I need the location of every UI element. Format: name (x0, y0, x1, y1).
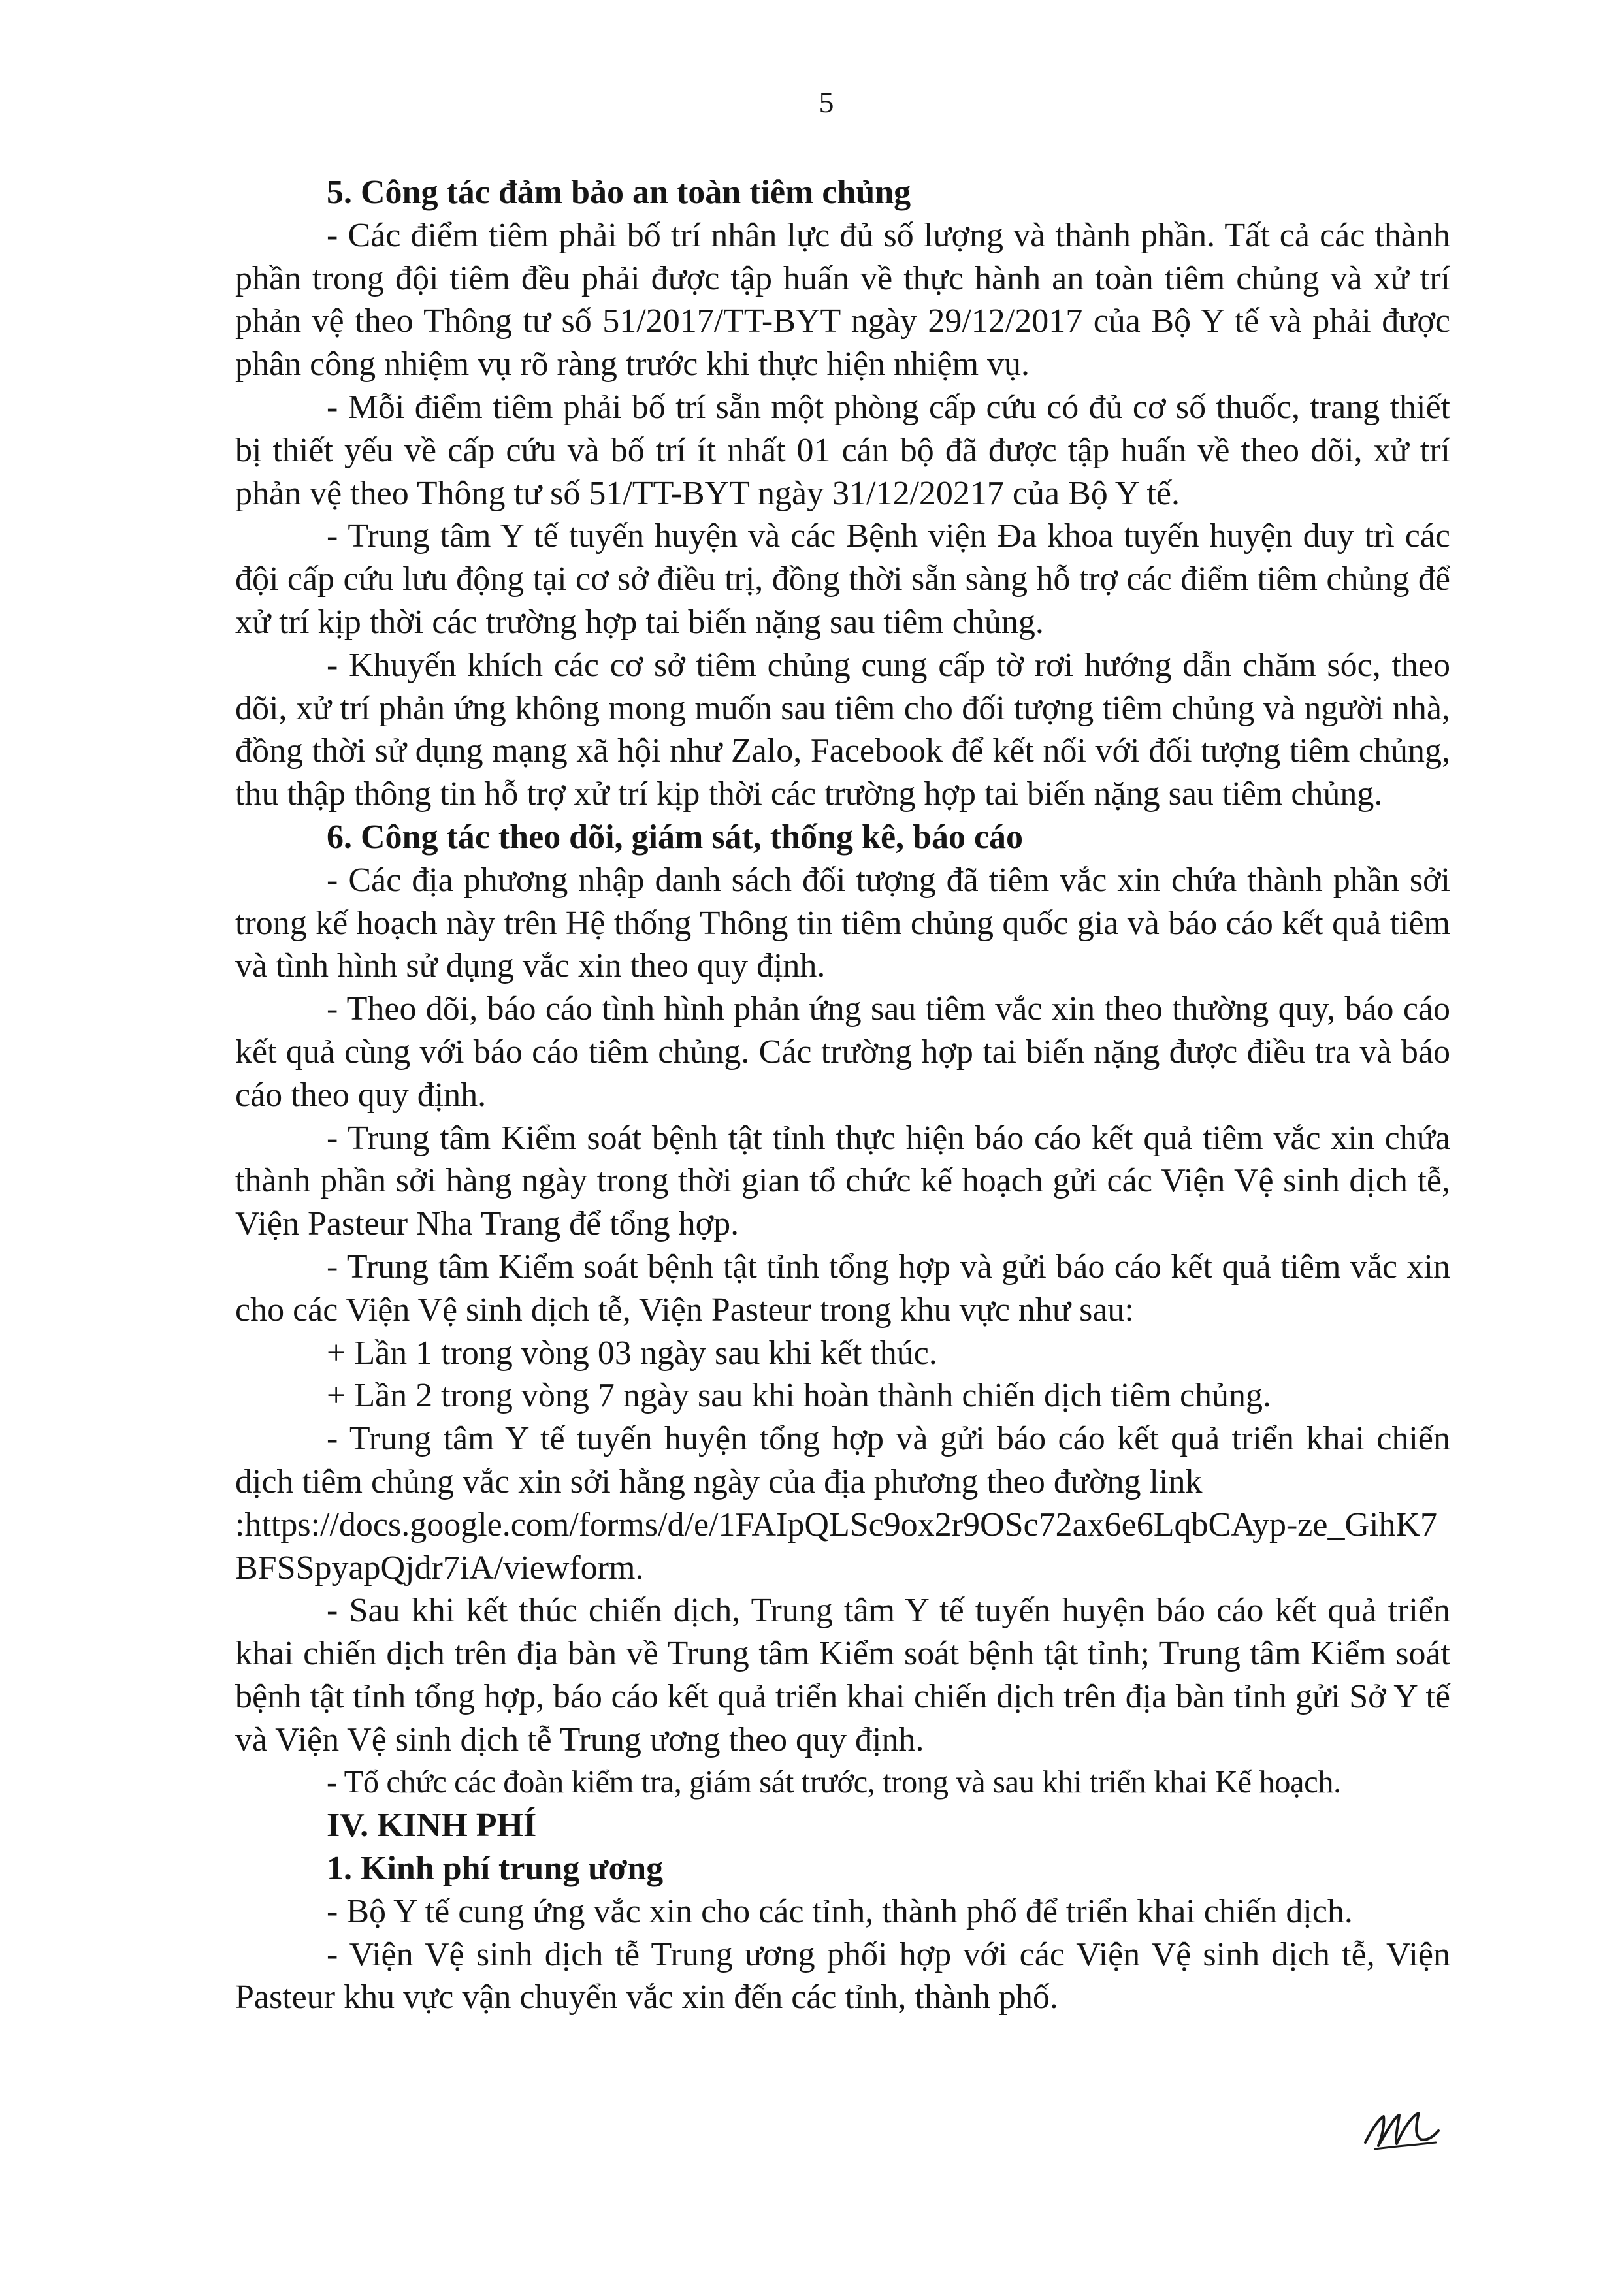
paragraph: - Trung tâm Y tế tuyến huyện tổng hợp và gửi báo cáo kết quả triển khai chiến dịch tiêm chủng vắc xin sởi hằng ngày của địa phương theo đường link (235, 1420, 1450, 1500)
paragraph: - Sau khi kết thúc chiến dịch, Trung tâm Y tế tuyến huyện báo cáo kết quả triển khai chiến dịch trên địa bàn về Trung tâm Kiểm soát bệnh tật tỉnh; Trung tâm Kiểm soát bệnh tật tỉnh tổng hợp, báo cáo kết quả triển khai chiến dịch trên địa bàn tỉnh gửi Sở Y tế và Viện Vệ sinh dịch tễ Trung ương theo quy định. (235, 1592, 1450, 1758)
section-heading: 5. Công tác đảm bảo an toàn tiêm chủng (327, 174, 911, 211)
paragraph: - Trung tâm Kiểm soát bệnh tật tỉnh thực hiện báo cáo kết quả tiêm vắc xin chứa thành phần sởi hàng ngày trong thời gian tổ chức kế hoạch gửi các Viện Vệ sinh dịch tễ, Viện Pasteur Nha Trang để tổng hợp. (235, 1119, 1450, 1243)
list-item: + Lần 2 trong vòng 7 ngày sau khi hoàn thành chiến dịch tiêm chủng. (327, 1377, 1272, 1415)
paragraph: - Trung tâm Y tế tuyến huyện và các Bệnh viện Đa khoa tuyến huyện duy trì các đội cấp cứu lưu động tại cơ sở điều trị, đồng thời sẵn sàng hỗ trợ các điểm tiêm chủng để xử trí kịp thời các trường hợp tai biến nặng sau tiêm chủng. (235, 517, 1450, 641)
subsection-heading: 1. Kinh phí trung ương (327, 1850, 664, 1888)
paragraph: - Khuyến khích các cơ sở tiêm chủng cung cấp tờ rơi hướng dẫn chăm sóc, theo dõi, xử trí phản ứng không mong muốn sau tiêm cho đối tượng tiêm chủng và người nhà, đồng thời sử dụng mạng xã hội như Zalo, Facebook để kết nối với đối tượng tiêm chủng, thu thập thông tin hỗ trợ xử trí kịp thời các trường hợp tai biến nặng sau tiêm chủng. (235, 646, 1450, 813)
paragraph: - Theo dõi, báo cáo tình hình phản ứng sau tiêm vắc xin theo thường quy, báo cáo kết quả cùng với báo cáo tiêm chủng. Các trường hợp tai biến nặng được điều tra và báo cáo theo quy định. (235, 990, 1450, 1114)
section-heading: 6. Công tác theo dõi, giám sát, thống kê, báo cáo (327, 818, 1024, 856)
section-heading: IV. KINH PHÍ (327, 1807, 537, 1845)
page-number: 5 (819, 86, 834, 119)
paragraph: - Tổ chức các đoàn kiểm tra, giám sát trước, trong và sau khi triển khai Kế hoạch. (327, 1765, 1341, 1800)
paragraph: - Viện Vệ sinh dịch tễ Trung ương phối hợp với các Viện Vệ sinh dịch tễ, Viện Pasteur khu vực vận chuyển vắc xin đến các tỉnh, thành phố. (235, 1935, 1450, 2016)
paragraph: - Trung tâm Kiểm soát bệnh tật tỉnh tổng hợp và gửi báo cáo kết quả tiêm vắc xin cho các Viện Vệ sinh dịch tễ, Viện Pasteur trong khu vực như sau: (235, 1248, 1450, 1329)
list-item: + Lần 1 trong vòng 03 ngày sau khi kết thúc. (327, 1334, 937, 1372)
initials-signature (1359, 2103, 1444, 2156)
document-body (235, 171, 1450, 2019)
paragraph: - Các điểm tiêm phải bố trí nhân lực đủ số lượng và thành phần. Tất cả các thành phần trong đội tiêm đều phải được tập huấn về thực hành an toàn tiêm chủng và xử trí phản vệ theo Thông tư số 51/2017/TT-BYT ngày 29/12/2017 của Bộ Y tế và phải được phân công nhiệm vụ rõ ràng trước khi thực hiện nhiệm vụ. (235, 216, 1450, 383)
paragraph: - Mỗi điểm tiêm phải bố trí sẵn một phòng cấp cứu có đủ cơ số thuốc, trang thiết bị thiết yếu về cấp cứu và bố trí ít nhất 01 cán bộ đã được tập huấn về theo dõi, xử trí phản vệ theo Thông tư số 51/TT-BYT ngày 31/12/20217 của Bộ Y tế. (235, 388, 1450, 512)
paragraph: - Các địa phương nhập danh sách đối tượng đã tiêm vắc xin chứa thành phần sởi trong kế hoạch này trên Hệ thống Thông tin tiêm chủng quốc gia và báo cáo kết quả tiêm và tình hình sử dụng vắc xin theo quy định. (235, 861, 1450, 985)
paragraph: - Bộ Y tế cung ứng vắc xin cho các tỉnh, thành phố để triển khai chiến dịch. (327, 1892, 1353, 1930)
form-link[interactable]: :https://docs.google.com/forms/d/e/1FAIpQLSc9ox2r9OSc72ax6e6LqbCAyp-ze_GihK7BFSSpyapQjdr7iA/viewform. (235, 1506, 1438, 1587)
